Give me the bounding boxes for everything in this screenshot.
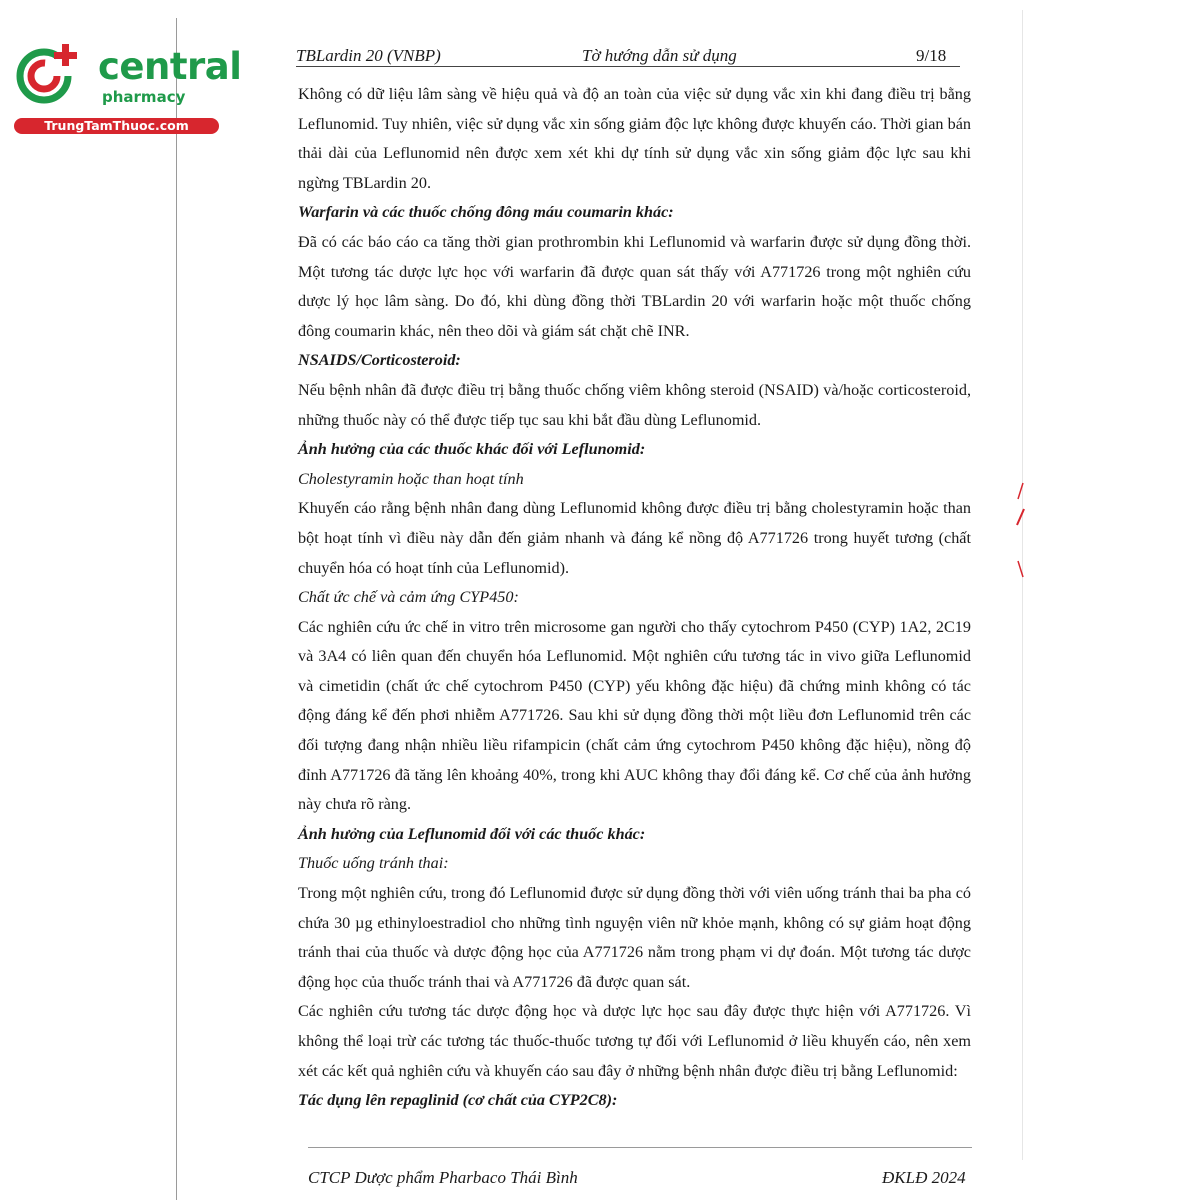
paragraph-warfarin: Đã có các báo cáo ca tăng thời gian prothrombin khi Leflunomid và warfarin được sử dụng đồng thời. Một tương tác dược lực học với warfarin đã được quan sát thấy với A771726 trong một nghiên cứu dược lý học lâm sàng. Do đó, khi dùng đồng thời TBLardin 20 với warfarin hoặc một thuốc chống đông coumarin khác, nên theo dõi và giám sát chặt chẽ INR. — [298, 232, 971, 340]
central-pharmacy-logo[interactable] — [10, 38, 242, 138]
heading-leflunomid-on-other-drugs: Ảnh hưởng của Leflunomid đối với các thuốc khác: — [298, 824, 646, 843]
scan-mark — [1015, 508, 1025, 526]
heading-other-drugs-on-leflunomid: Ảnh hưởng của các thuốc khác đối với Leflunomid: — [298, 440, 646, 459]
brand-subtitle: pharmacy — [102, 88, 186, 106]
document-body — [298, 80, 971, 1116]
subheading-cholestyramin: Cholestyramin hoặc than hoạt tính — [298, 469, 524, 488]
brand-name: central — [98, 45, 242, 88]
heading-repaglinid: Tác dụng lên repaglinid (cơ chất của CYP2C8): — [298, 1091, 618, 1110]
scan-page-edge-right — [1022, 10, 1023, 1160]
paragraph-vaccine: Không có dữ liệu lâm sàng về hiệu quả và độ an toàn của việc sử dụng vắc xin khi đang điều trị bằng Leflunomid. Tuy nhiên, việc sử dụng vắc xin sống giảm độc lực không được khuyến cáo. Thời gian bán thải dài của Leflunomid nên được xem xét khi dự tính sử dụng vắc xin sống giảm độc lực sau khi ngừng TBLardin 20. — [298, 85, 971, 192]
heading-nsaids: NSAIDS/Corticosteroid: — [298, 351, 461, 370]
paragraph-interaction-studies: Các nghiên cứu tương tác dược động học và dược lực học sau đây được thực hiện với A771726. Vì không thể loại trừ các tương tác thuốc-thuốc tương tự đối với Leflunomid ở liều khuyến cáo, nên xem xét các kết quả nghiên cứu và khuyến cáo sau đây ở những bệnh nhân được điều trị bằng Leflunomid: — [298, 1002, 971, 1080]
scan-mark — [1015, 560, 1025, 578]
subheading-contraceptives: Thuốc uống tránh thai: — [298, 854, 449, 873]
scan-page-edge — [176, 18, 177, 1200]
header-product: TBLardin 20 (VNBP) — [296, 46, 441, 65]
footer-divider — [308, 1147, 972, 1148]
paragraph-cyp450: Các nghiên cứu ức chế in vitro trên microsome gan người cho thấy cytochrom P450 (CYP) 1A2, 2C19 và 3A4 có liên quan đến chuyển hóa Leflunomid. Một nghiên cứu tương tác in vivo giữa Leflunomid và cimetidin (chất ức chế cytochrom P450 (CYP) yếu không đặc hiệu) đã chứng minh không có tác động đáng kể đến phơi nhiễm A771726. Sau khi sử dụng đồng thời một liều đơn Leflunomid trên các đối tượng đang nhận nhiều liều rifampicin (chất cảm ứng cytochrom P450 không đặc hiệu), nồng độ đỉnh A771726 đã tăng lên khoảng 40%, trong khi AUC không thay đổi đáng kể. Cơ chế của ảnh hưởng này chưa rõ ràng. — [298, 617, 971, 814]
brand-url[interactable]: TrungTamThuoc.com — [14, 118, 219, 134]
footer-company: CTCP Dược phẩm Pharbaco Thái Bình — [308, 1168, 578, 1187]
header-divider — [296, 66, 960, 67]
page-number: 9/18 — [916, 46, 947, 65]
subheading-cyp450: Chất ức chế và cảm ứng CYP450: — [298, 588, 519, 607]
header-doc-title: Tờ hướng dẫn sử dụng — [582, 46, 737, 65]
paragraph-nsaids: Nếu bệnh nhân đã được điều trị bằng thuốc chống viêm không steroid (NSAID) và/hoặc corticosteroid, những thuốc này có thể được tiếp tục sau khi bắt đầu dùng Leflunomid. — [298, 380, 971, 429]
scan-mark — [1015, 482, 1025, 500]
paragraph-cholestyramin: Khuyến cáo rằng bệnh nhân đang dùng Leflunomid không được điều trị bằng cholestyramin hoặc than bột hoạt tính vì điều này dẫn đến giảm nhanh và đáng kể nồng độ A771726 trong huyết tương (chất chuyển hóa có hoạt tính của Leflunomid). — [298, 499, 971, 577]
heading-warfarin: Warfarin và các thuốc chống đông máu coumarin khác: — [298, 203, 674, 222]
paragraph-contraceptives: Trong một nghiên cứu, trong đó Leflunomid được sử dụng đồng thời với viên uống tránh thai ba pha có chứa 30 µg ethinyloestradiol cho những tình nguyện viên nữ khỏe mạnh, không có sự giảm hoạt động tránh thai của thuốc và dược động học của A771726 nằm trong phạm vi dự đoán. Một tương tác dược động học của thuốc tránh thai và A771726 đã được quan sát. — [298, 884, 971, 991]
pharmacy-cross-icon — [10, 38, 90, 118]
footer-registration: ĐKLĐ 2024 — [882, 1168, 966, 1187]
